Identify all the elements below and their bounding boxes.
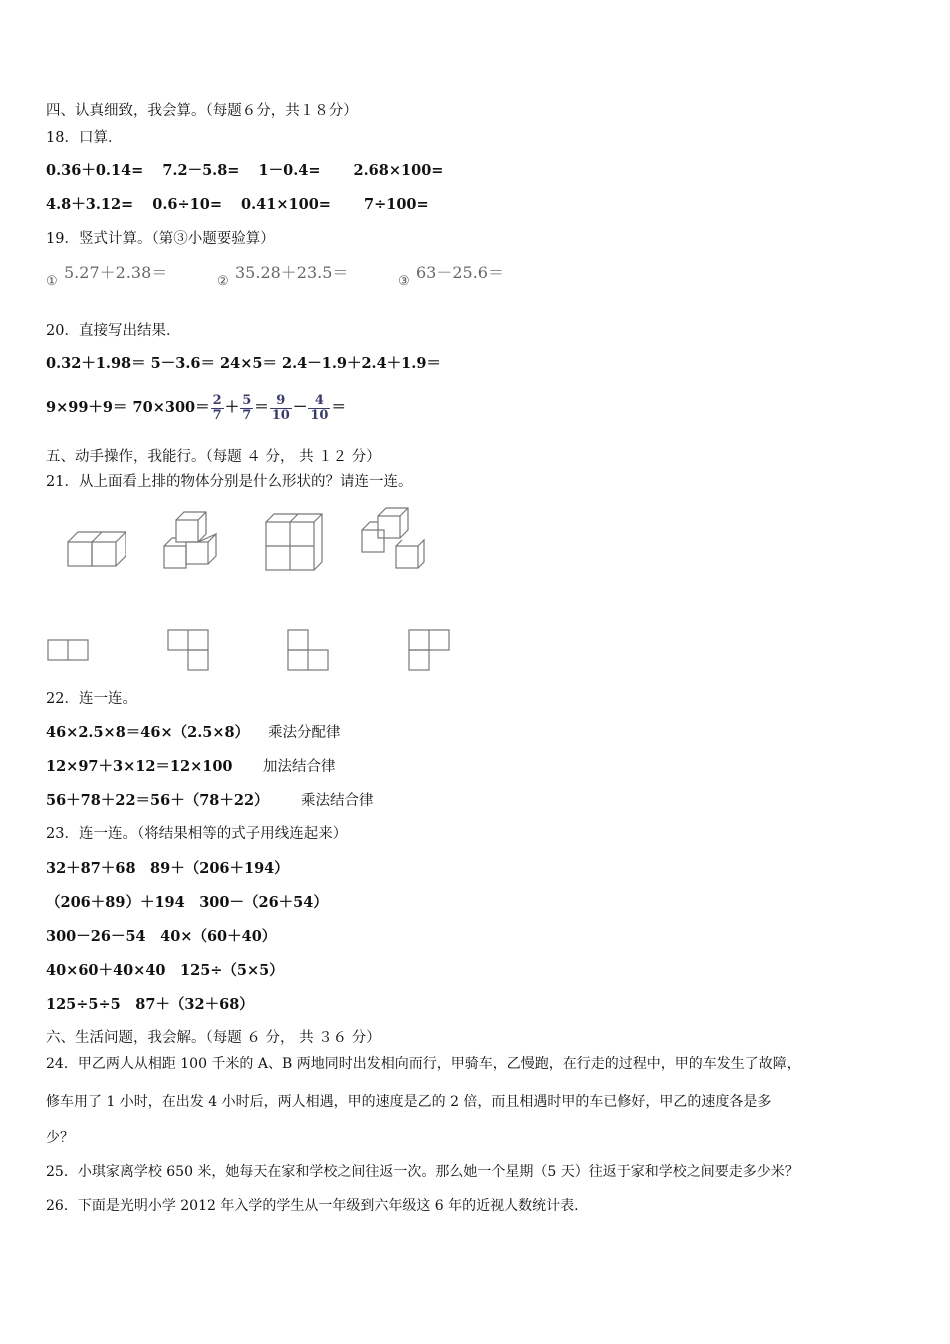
q23-row xyxy=(46,961,284,981)
q22-right: 乘法结合律 xyxy=(301,793,374,809)
q23-left: 300－26－54 xyxy=(46,928,146,945)
q18-expr: 2.68×100= xyxy=(353,162,444,179)
q22-left: 56＋78＋22＝56＋（78＋22） xyxy=(46,792,269,809)
q23-left: 32＋87＋68 xyxy=(46,860,136,877)
q18-row-2 xyxy=(46,195,429,215)
q18-expr: 0.41×100= xyxy=(241,196,331,213)
top-view-2 xyxy=(166,628,212,672)
q20-label: 20．直接写出结果． xyxy=(46,323,181,339)
q22-left: 12×97＋3×12＝12×100 xyxy=(46,758,233,775)
q22-right: 加法结合律 xyxy=(263,759,336,775)
q24-line-2: 修车用了 1 小时，在出发 4 小时后，两人相遇，甲的速度是乙的 2 倍，而且相遇时甲的车已修好，甲乙的速度各是多 xyxy=(46,1094,772,1110)
q18-expr: 0.6÷10= xyxy=(152,196,222,213)
q18-label: 18．口算． xyxy=(46,130,123,146)
q19-expr-1: 5.27＋2.38＝ xyxy=(64,263,168,282)
q18-expr: 7÷100= xyxy=(364,196,429,213)
q19-mark-2: ② xyxy=(217,274,229,289)
fraction: $\frac{5}{7}$ xyxy=(242,392,252,423)
q23-left: （206＋89）＋194 xyxy=(46,894,185,911)
q18-expr: 0.36＋0.14= xyxy=(46,162,144,179)
section-5-title: 五、动手操作，我能行。（每题 ４ 分， 共 １２ 分） xyxy=(46,449,381,465)
q22-row xyxy=(46,723,341,743)
q18-row-1 xyxy=(46,161,443,181)
q23-row xyxy=(46,995,254,1015)
fraction: $\frac{2}{7}$ xyxy=(212,392,222,423)
q22-row xyxy=(46,791,374,811)
q18-expr: 1－0.4= xyxy=(258,162,321,179)
q19-mark-3: ③ xyxy=(398,274,410,289)
q23-row xyxy=(46,859,289,879)
cube-figure-2 xyxy=(160,510,226,570)
cube-figure-4 xyxy=(356,504,426,572)
q23-left: 40×60＋40×40 xyxy=(46,962,166,979)
q18-expr: 4.8＋3.12= xyxy=(46,196,134,213)
q19-expr-3: 63－25.6＝ xyxy=(416,263,504,282)
q18-expr: 7.2－5.8= xyxy=(162,162,240,179)
q23-right: 125÷（5×5） xyxy=(180,962,284,979)
q19-expr-2: 35.28＋23.5＝ xyxy=(235,263,349,282)
q22-label: 22．连一连。 xyxy=(46,691,137,707)
fraction: $\frac{4}{10}$ xyxy=(310,392,329,423)
q24-line-1: 24．甲乙两人从相距 100 千米的 A、B 两地同时出发相向而行，甲骑车，乙慢跑，在行走的过程中，甲的车发生了故障， xyxy=(46,1056,801,1072)
q22-right: 乘法分配律 xyxy=(268,725,341,741)
q25-text: 25．小琪家离学校 650 米，她每天在家和学校之间往返一次。那么她一个星期（5 天）往返于家和学校之间要走多少米？ xyxy=(46,1164,799,1180)
q23-row xyxy=(46,927,276,947)
section-4-title: 四、认真细致，我会算。（每题６分，共１８分） xyxy=(46,103,358,119)
q24-line-3: 少？ xyxy=(46,1130,74,1146)
q23-right: 87＋（32＋68） xyxy=(135,996,254,1013)
cube-figure-3 xyxy=(262,512,324,572)
q20-row-2: 9×99＋9＝ 70×300＝ $\frac{2}{7}$ ＋ $\frac{5}{7}$ ＝ $\frac{9}{10}$ － $\frac{4}{10}$ ＝ xyxy=(46,392,346,423)
q20-row-2-text: 9×99＋9＝ 70×300＝ xyxy=(46,399,210,416)
cube-figure-1 xyxy=(64,522,126,570)
section-6-title: 六、生活问题，我会解。（每题 ６ 分， 共 ３６ 分） xyxy=(46,1030,381,1046)
q22-left: 46×2.5×8＝46×（2.5×8） xyxy=(46,724,250,741)
top-view-1 xyxy=(46,638,92,664)
q23-left: 125÷5÷5 xyxy=(46,996,121,1013)
q23-row xyxy=(46,893,328,913)
q23-right: 300－（26＋54） xyxy=(199,894,328,911)
q23-right: 40×（60＋40） xyxy=(160,928,277,945)
fraction: $\frac{9}{10}$ xyxy=(271,392,290,423)
q22-row xyxy=(46,757,336,777)
q19-mark-1: ① xyxy=(46,274,58,289)
top-view-3 xyxy=(286,628,332,672)
q19-label: 19．竖式计算。（第③小题要验算） xyxy=(46,231,275,247)
q23-right: 89＋（206＋194） xyxy=(150,860,289,877)
q20-row-1: 0.32＋1.98＝ 5－3.6＝ 24×5＝ 2.4－1.9＋2.4＋1.9＝ xyxy=(46,355,441,372)
q21-label: 21．从上面看上排的物体分别是什么形状的？请连一连。 xyxy=(46,474,413,490)
q23-label: 23．连一连。（将结果相等的式子用线连起来） xyxy=(46,826,348,842)
top-view-4 xyxy=(407,628,453,672)
q26-text: 26．下面是光明小学 2012 年入学的学生从一年级到六年级这 6 年的近视人数统计表. xyxy=(46,1198,579,1214)
